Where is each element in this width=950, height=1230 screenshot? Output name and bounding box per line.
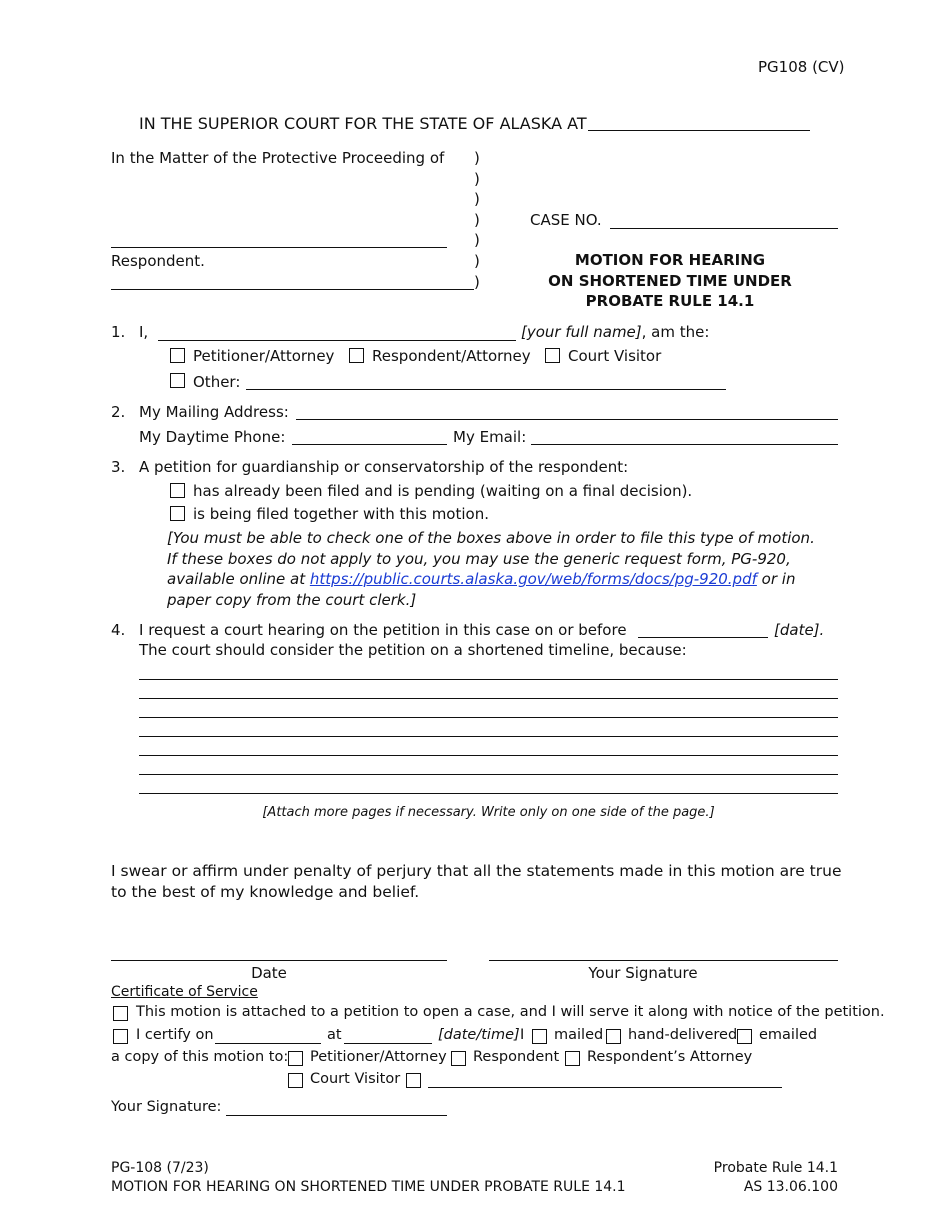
matter-label: In the Matter of the Protective Proceeding of xyxy=(111,149,445,167)
item-3-note-line-1: [You must be able to check one of the boxes above in order to file this type of motion. xyxy=(167,529,815,547)
i-label: I xyxy=(520,1027,525,1043)
datetime-hint: [date/time] xyxy=(438,1027,520,1043)
daytime-phone-field[interactable] xyxy=(292,444,447,445)
full-name-field[interactable] xyxy=(158,340,516,341)
item-3-number: 3. xyxy=(111,458,126,476)
caption-paren: ) xyxy=(474,211,480,229)
item-3-note-line-2: If these boxes do not apply to you, you may use the generic request form, PG-920, xyxy=(167,550,791,568)
caption-paren: ) xyxy=(474,252,480,270)
caption-bottom-rule xyxy=(111,289,474,290)
caption-paren: ) xyxy=(474,231,480,249)
to-petitioner-checkbox[interactable] xyxy=(288,1051,303,1066)
certify-label: I certify on xyxy=(136,1027,214,1043)
item-1-prefix: I, xyxy=(139,323,149,341)
item-4-text: I request a court hearing on the petition in this case on or before xyxy=(139,621,627,639)
hearing-date-field[interactable] xyxy=(638,637,768,638)
to-other-checkbox[interactable] xyxy=(406,1073,421,1088)
case-no-label: CASE NO. xyxy=(530,211,602,229)
emailed-label: emailed xyxy=(759,1027,818,1043)
to-respondent-attorney-checkbox[interactable] xyxy=(565,1051,580,1066)
pg-920-link[interactable]: https://public.courts.alaska.gov/web/forms/docs/pg-920.pdf xyxy=(309,570,757,588)
note-prefix: available online at xyxy=(167,570,310,588)
signature-field[interactable] xyxy=(489,960,838,961)
date-field[interactable] xyxy=(111,960,447,961)
to-petitioner-label: Petitioner/Attorney xyxy=(310,1049,447,1065)
caption-paren: ) xyxy=(474,170,480,188)
to-respondent-attorney-label: Respondent’s Attorney xyxy=(587,1049,753,1065)
certificate-signature-field[interactable] xyxy=(226,1115,447,1116)
item-3-note-line-3 xyxy=(167,570,795,588)
footer-rule: Probate Rule 14.1 xyxy=(713,1160,838,1176)
footer-statute: AS 13.06.100 xyxy=(743,1179,838,1195)
reason-line[interactable] xyxy=(139,793,838,794)
note-suffix: or in xyxy=(756,570,796,588)
reason-line[interactable] xyxy=(139,698,838,699)
oath-line-1: I swear or affirm under penalty of perjury that all the statements made in this motion are true xyxy=(111,862,842,880)
petitioner-attorney-checkbox[interactable] xyxy=(170,348,185,363)
reason-line[interactable] xyxy=(139,679,838,680)
respondent-label: Respondent. xyxy=(111,252,205,270)
item-1-statement xyxy=(521,323,709,341)
petition-filed-label: has already been filed and is pending (waiting on a final decision). xyxy=(193,482,693,500)
attached-petition-label: This motion is attached to a petition to open a case, and I will serve it along with notice of the petition. xyxy=(136,1004,885,1020)
to-court-visitor-checkbox[interactable] xyxy=(288,1073,303,1088)
at-label: at xyxy=(327,1027,342,1043)
item-3-text: A petition for guardianship or conservatorship of the respondent: xyxy=(139,458,629,476)
to-other-field[interactable] xyxy=(428,1087,782,1088)
hearing-date-hint: [date]. xyxy=(774,621,825,639)
hand-delivered-checkbox[interactable] xyxy=(606,1029,621,1044)
email-field[interactable] xyxy=(531,444,838,445)
court-visitor-label: Court Visitor xyxy=(568,347,662,365)
item-3-note-line-4: paper copy from the court clerk.] xyxy=(167,591,417,609)
email-label: My Email: xyxy=(453,428,527,446)
title-line-2: ON SHORTENED TIME UNDER xyxy=(548,272,792,290)
footer-form-name: MOTION FOR HEARING ON SHORTENED TIME UNDER PROBATE RULE 14.1 xyxy=(111,1179,626,1195)
title-line-1: MOTION FOR HEARING xyxy=(574,251,766,269)
caption-paren: ) xyxy=(474,149,480,167)
item-1-suffix: , am the: xyxy=(641,323,710,341)
form-code: PG108 (CV) xyxy=(758,58,845,76)
case-no-field[interactable] xyxy=(610,228,838,229)
other-role-checkbox[interactable] xyxy=(170,373,185,388)
attach-note: [Attach more pages if necessary. Write only on one side of the page.] xyxy=(262,805,715,820)
other-role-label: Other: xyxy=(193,373,241,391)
petition-together-label: is being filed together with this motion. xyxy=(193,505,489,523)
attached-petition-checkbox[interactable] xyxy=(113,1006,128,1021)
oath-line-2: to the best of my knowledge and belief. xyxy=(111,883,420,901)
footer-form-id: PG-108 (7/23) xyxy=(111,1160,209,1176)
court-location-field[interactable] xyxy=(588,130,810,131)
mailed-label: mailed xyxy=(554,1027,604,1043)
court-title: IN THE SUPERIOR COURT FOR THE STATE OF ALASKA AT xyxy=(139,114,587,133)
title-line-3: PROBATE RULE 14.1 xyxy=(585,292,755,310)
to-respondent-checkbox[interactable] xyxy=(451,1051,466,1066)
reason-line[interactable] xyxy=(139,774,838,775)
mailing-address-label: My Mailing Address: xyxy=(139,403,289,421)
mailing-address-field[interactable] xyxy=(296,419,838,420)
petition-filed-checkbox[interactable] xyxy=(170,483,185,498)
respondent-name-field[interactable] xyxy=(111,247,447,248)
emailed-checkbox[interactable] xyxy=(737,1029,752,1044)
item-4-text-2: The court should consider the petition on a shortened timeline, because: xyxy=(139,641,687,659)
service-time-field[interactable] xyxy=(344,1043,432,1044)
mailed-checkbox[interactable] xyxy=(532,1029,547,1044)
respondent-attorney-label: Respondent/Attorney xyxy=(372,347,531,365)
item-2-number: 2. xyxy=(111,403,126,421)
copy-to-label: a copy of this motion to: xyxy=(111,1049,289,1065)
reason-line[interactable] xyxy=(139,755,838,756)
caption-paren: ) xyxy=(474,273,480,291)
petitioner-attorney-label: Petitioner/Attorney xyxy=(193,347,335,365)
court-visitor-checkbox[interactable] xyxy=(545,348,560,363)
other-role-field[interactable] xyxy=(246,389,726,390)
reason-line[interactable] xyxy=(139,736,838,737)
service-date-field[interactable] xyxy=(215,1043,321,1044)
certificate-heading: Certificate of Service xyxy=(111,984,258,1000)
item-4-number: 4. xyxy=(111,621,126,639)
certify-checkbox[interactable] xyxy=(113,1029,128,1044)
respondent-attorney-checkbox[interactable] xyxy=(349,348,364,363)
hand-delivered-label: hand-delivered xyxy=(628,1027,738,1043)
full-name-hint: [your full name] xyxy=(521,323,642,341)
reason-line[interactable] xyxy=(139,717,838,718)
to-court-visitor-label: Court Visitor xyxy=(310,1071,401,1087)
signature-label: Your Signature xyxy=(588,964,698,982)
item-1-number: 1. xyxy=(111,323,126,341)
petition-together-checkbox[interactable] xyxy=(170,506,185,521)
caption-paren: ) xyxy=(474,190,480,208)
daytime-phone-label: My Daytime Phone: xyxy=(139,428,286,446)
date-label: Date xyxy=(251,964,287,982)
to-respondent-label: Respondent xyxy=(473,1049,560,1065)
your-signature-label: Your Signature: xyxy=(111,1099,222,1115)
